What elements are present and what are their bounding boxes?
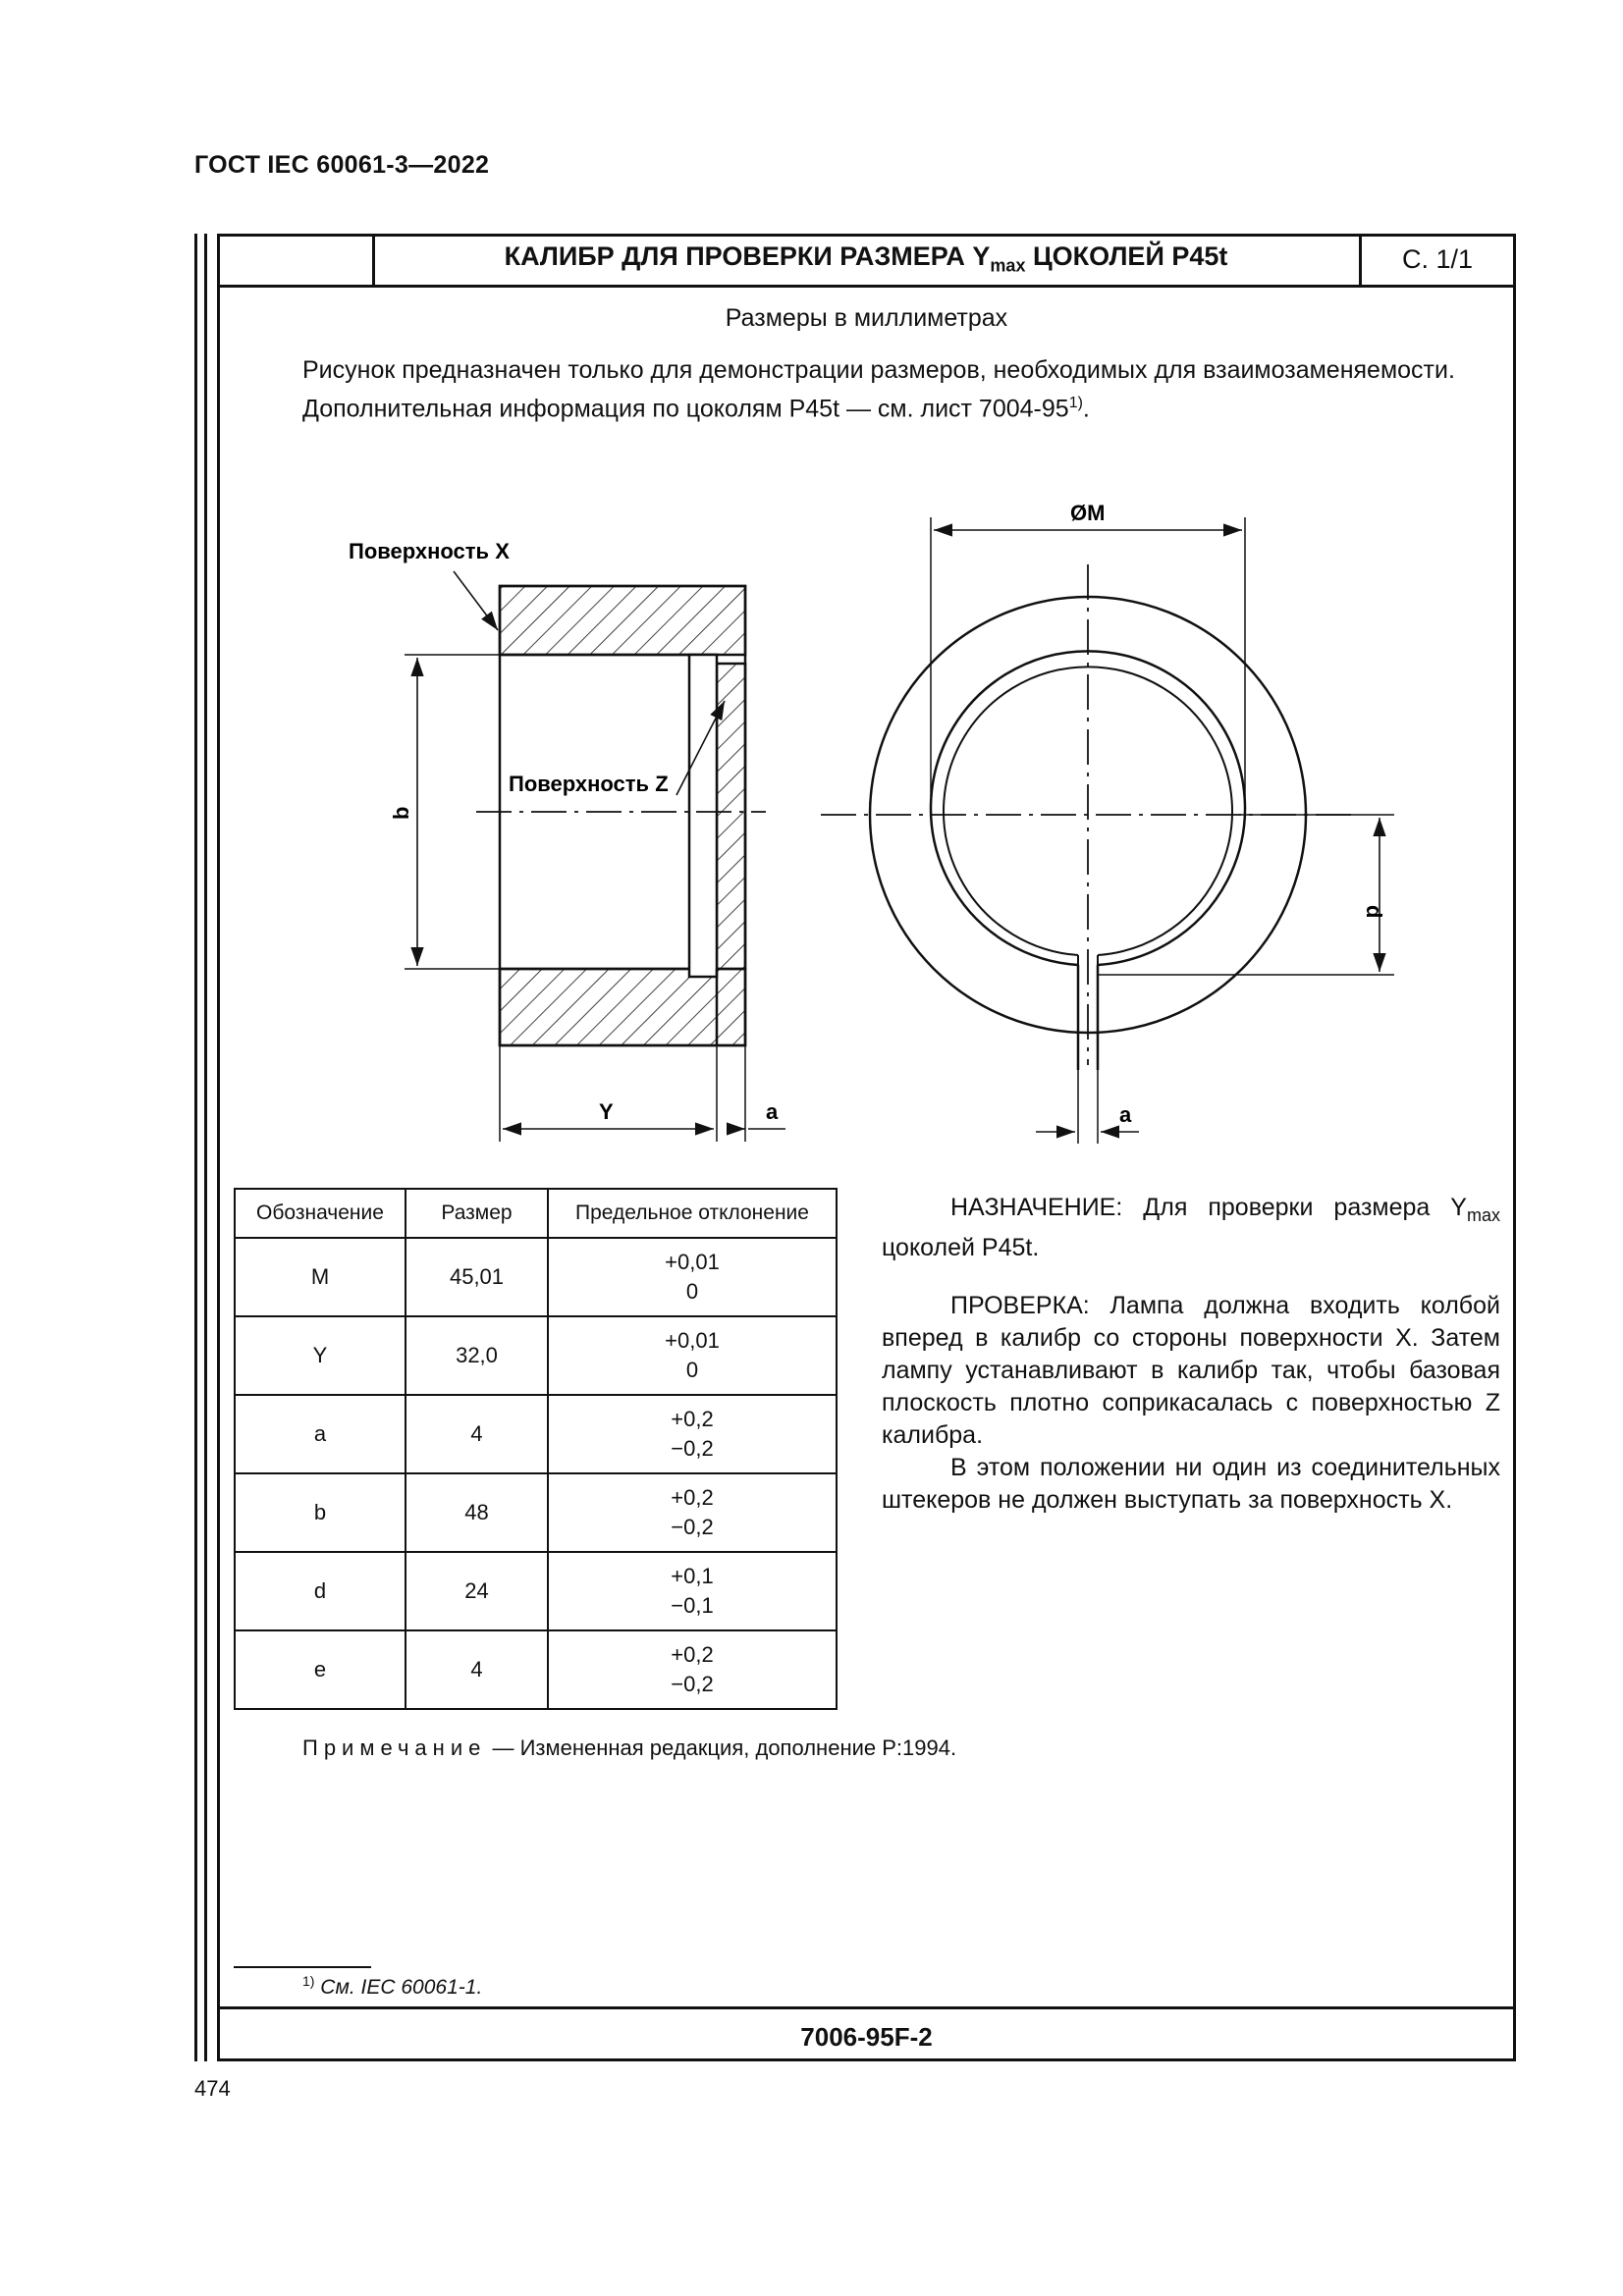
table-row — [235, 1316, 837, 1395]
label-a-left: a — [766, 1099, 779, 1124]
cell-size: 24 — [406, 1552, 548, 1630]
units-note: Размеры в миллиметрах — [725, 304, 1008, 332]
note-label: Примечание — [302, 1735, 487, 1760]
table-row — [235, 1473, 837, 1552]
page-number: 474 — [194, 2076, 231, 2101]
cell-size: 45,01 — [406, 1238, 548, 1316]
table-row — [235, 1395, 837, 1473]
header-tolerance: Предельное отклонение — [548, 1189, 837, 1238]
hatch-bottom — [500, 969, 745, 1045]
header-symbol: Обозначение — [235, 1189, 406, 1238]
cell-symbol: b — [235, 1473, 406, 1552]
label-d: d — [1362, 905, 1386, 919]
label-dia-m: ØM — [1070, 501, 1106, 525]
intro-paragraph-2: Дополнительная информация по цоколям P45t — см. лист 7004-95$^{1)}$. — [302, 395, 1090, 423]
cell-size: 32,0 — [406, 1316, 548, 1395]
label-a-right: a — [1119, 1102, 1132, 1127]
cell-tolerance: +0,2 −0,2 — [548, 1630, 837, 1709]
cell-tolerance: +0,01 0 — [548, 1316, 837, 1395]
table-header-row — [235, 1189, 837, 1238]
leader-surface-x — [454, 571, 498, 630]
note — [302, 1735, 956, 1761]
standard-header: ГОСТ IEC 60061-3—2022 — [194, 151, 490, 179]
cell-symbol: a — [235, 1395, 406, 1473]
sheet-title: КАЛИБР ДЛЯ ПРОВЕРКИ РАЗМЕРА $Y_{max}$ ЦОКОЛЕЙ P45t — [504, 241, 1228, 276]
label-surface-x: Поверхность X — [349, 539, 510, 563]
table-row — [235, 1238, 837, 1316]
footnote: $^{1)}$ См. IEC 60061-1. — [302, 1973, 483, 1999]
note-text: — Измененная редакция, дополнение P:1994. — [486, 1735, 957, 1760]
slot-z — [689, 655, 717, 977]
cell-size: 4 — [406, 1395, 548, 1473]
intro-paragraph-1: Рисунок предназначен только для демонстрации размеров, необходимых для взаимозаменяемости. — [302, 356, 1455, 384]
label-y: Y — [599, 1099, 614, 1124]
header-size: Размер — [406, 1189, 548, 1238]
cell-tolerance: +0,1 −0,1 — [548, 1552, 837, 1630]
label-b: b — [389, 806, 413, 820]
table-row — [235, 1552, 837, 1630]
sheet-number: С. 1/1 — [1401, 244, 1474, 274]
table-row — [235, 1630, 837, 1709]
purpose-text — [882, 1192, 1500, 1264]
sheet-id: 7006-95F-2 — [800, 2022, 933, 2052]
purpose-paragraph: НАЗНАЧЕНИЕ: Для проверки размера $Y_{max}$ цоколей P45t. — [882, 1194, 1500, 1261]
dimensions-table — [234, 1188, 838, 1710]
cell-symbol: d — [235, 1552, 406, 1630]
hatch-top — [500, 586, 745, 655]
section-view — [405, 571, 785, 1142]
cell-tolerance: +0,2 −0,2 — [548, 1473, 837, 1552]
cell-symbol: Y — [235, 1316, 406, 1395]
cell-tolerance: +0,2 −0,2 — [548, 1395, 837, 1473]
cell-symbol: e — [235, 1630, 406, 1709]
check-paragraph-2: В этом положении ни один из соединительных штекеров не должен выступать за поверхность X. — [882, 1454, 1500, 1514]
check-paragraph-1: ПРОВЕРКА: Лампа должна входить колбой вперед в калибр со стороны поверхности X. Затем лампу устанавливают в калибр так, чтобы базовая плоскость плотно соприкасалась с поверхностью Z калибра. — [882, 1292, 1500, 1449]
cell-size: 4 — [406, 1630, 548, 1709]
dimensions-table-wrap — [234, 1188, 838, 1710]
cell-tolerance: +0,01 0 — [548, 1238, 837, 1316]
cell-symbol: M — [235, 1238, 406, 1316]
footnote-rule — [234, 1966, 371, 1968]
front-view — [821, 517, 1394, 1144]
sheet-id-rule — [217, 2006, 1516, 2009]
label-surface-z: Поверхность Z — [509, 772, 669, 796]
cell-size: 48 — [406, 1473, 548, 1552]
check-text — [882, 1290, 1500, 1517]
